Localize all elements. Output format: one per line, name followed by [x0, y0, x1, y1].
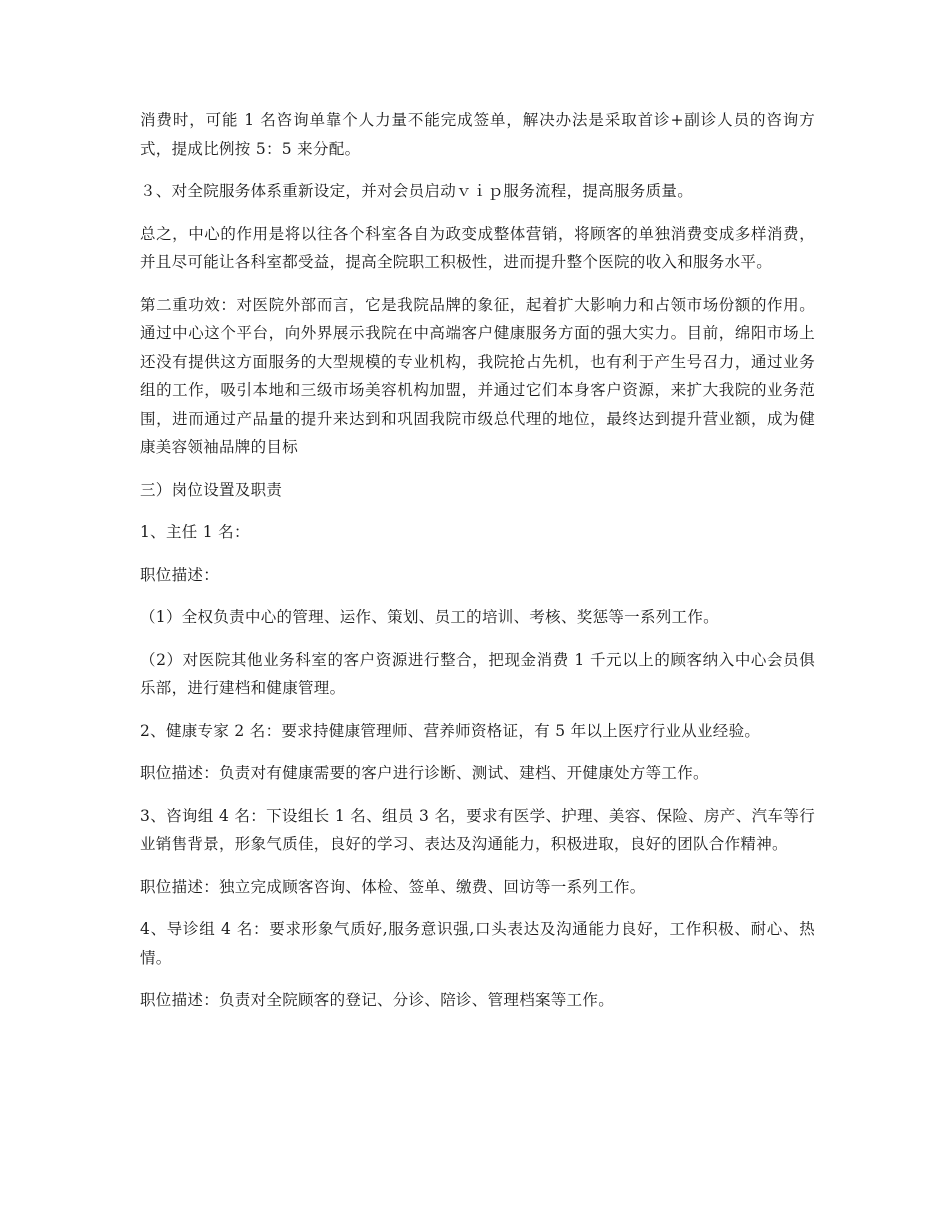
guide-group-description: 职位描述：负责对全院顾客的登记、分诊、陪诊、管理档案等工作。 — [140, 991, 615, 1009]
position-guide-group: 4、导诊组 4 名：要求形象气质好,服务意识强,口头表达及沟通能力良好，工作积极、耐心、热情。 — [140, 920, 815, 967]
paragraph-consultation-split: 消费时，可能 1 名咨询单靠个人力量不能完成签单，解决办法是采取首诊+副诊人员的咨询方式，提成比例按 5：5 来分配。 — [140, 111, 815, 158]
document-body — [140, 106, 815, 1029]
consultation-group-description: 职位描述：独立完成顾客咨询、体检、签单、缴费、回访等一系列工作。 — [140, 877, 646, 896]
paragraph-external-effect: 第二重功效：对医院外部而言，它是我院品牌的象征，起着扩大影响力和占领市场份额的作用。通过中心这个平台，向外界展示我院在中高端客户健康服务方面的强大实力。目前，绵阳市场上还没有提供这方面服务的大型规模的专业机构，我院抢占先机，也有利于产生号召力，通过业务组的工作，吸引本地和三级市场美容机构加盟，并通过它们本身客户资源，来扩大我院的业务范围，进而通过产品量的提升来达到和巩固我院市级总代理的地位，最终达到提升营业额，成为健康美容领袖品牌的目标 — [140, 295, 815, 456]
paragraph-vip-service: ３、对全院服务体系重新设定，并对会员启动ｖｉｐ服务流程，提高服务质量。 — [140, 182, 694, 200]
position-consultation-group: 3、咨询组 4 名：下设组长 1 名、组员 3 名，要求有医学、护理、美容、保险、房产、汽车等行业销售背景，形象气质佳，良好的学习、表达及沟通能力，积极进取，良好的团队合作精神。 — [140, 806, 815, 853]
director-duty-2: （2）对医院其他业务科室的客户资源进行整合，把现金消费 1 千元以上的顾客纳入中心会员俱乐部，进行建档和健康管理。 — [140, 650, 815, 697]
position-health-expert: 2、健康专家 2 名：要求持健康管理师、营养师资格证，有 5 年以上医疗行业从业经验。 — [140, 721, 761, 740]
job-description-label: 职位描述： — [140, 565, 220, 584]
health-expert-description: 职位描述：负责对有健康需要的客户进行诊断、测试、建档、开健康处方等工作。 — [140, 764, 709, 782]
section-heading-positions: 三）岗位设置及职责 — [140, 480, 283, 499]
paragraph-summary: 总之，中心的作用是将以往各个科室各自为政变成整体营销，将顾客的单独消费变成多样消费，并且尽可能让各科室都受益，提高全院职工积极性，进而提升整个医院的收入和服务水平。 — [140, 224, 815, 271]
director-duty-1: （1）全权负责中心的管理、运作、策划、员工的培训、考核、奖惩等一系列工作。 — [140, 608, 719, 626]
position-director: 1、主任 1 名： — [140, 523, 250, 541]
